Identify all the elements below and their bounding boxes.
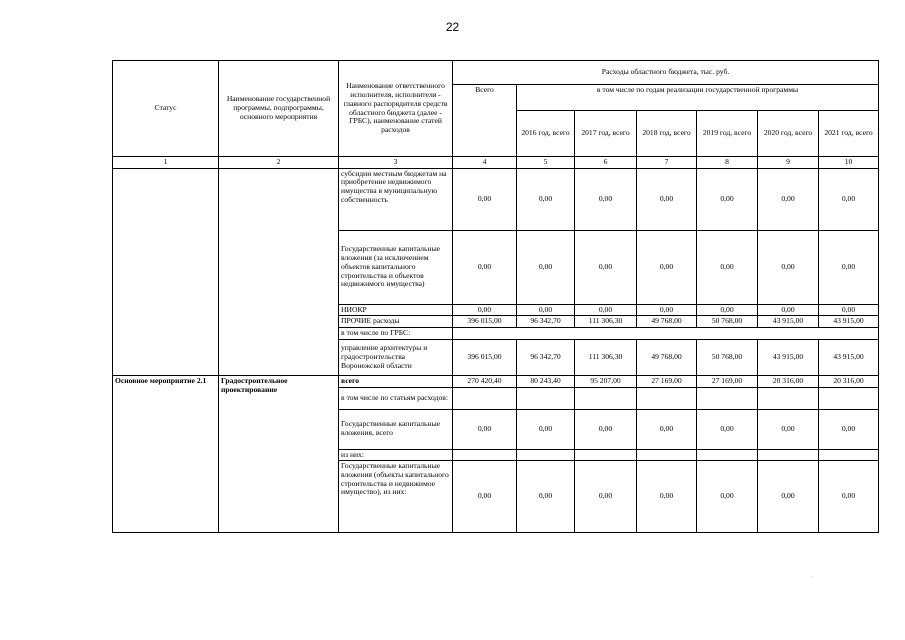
value-2018: 0,00 xyxy=(637,461,697,533)
value-2018: 49 768,00 xyxy=(637,339,697,375)
value-2017: 111 306,30 xyxy=(575,339,637,375)
value-2020: 0,00 xyxy=(758,168,819,230)
scan-dot: · xyxy=(811,574,813,580)
value-2016: 80 243,40 xyxy=(517,375,575,387)
value-2017: 0,00 xyxy=(575,168,637,230)
value-2017: 0,00 xyxy=(575,409,637,449)
expense-label: в том числе по ГРБС: xyxy=(339,328,453,340)
program-name-cell xyxy=(219,168,339,375)
expense-label: в том числе по статьям расходов: xyxy=(339,387,453,409)
program-name-cell: Градостроительное проектирование xyxy=(219,375,339,532)
table-row xyxy=(113,375,879,387)
value-2021: 0,00 xyxy=(819,409,879,449)
empty-value xyxy=(637,387,697,409)
column-number: 5 xyxy=(517,157,575,169)
header-year-2021: 2021 год, всего xyxy=(819,111,879,157)
value-2018: 0,00 xyxy=(637,304,697,316)
value-2018: 27 169,00 xyxy=(637,375,697,387)
value-2021: 0,00 xyxy=(819,304,879,316)
value-2018: 0,00 xyxy=(637,409,697,449)
value-2020: 0,00 xyxy=(758,409,819,449)
budget-table xyxy=(112,60,879,533)
expense-label: всего xyxy=(339,375,453,387)
empty-value xyxy=(819,387,879,409)
empty-value xyxy=(819,449,879,461)
header-program-name: Наименование государственной программы, подпрограммы, основного мероприятия xyxy=(219,61,339,157)
column-number: 10 xyxy=(819,157,879,169)
value-2018: 0,00 xyxy=(637,168,697,230)
empty-value xyxy=(575,387,637,409)
value-2019: 0,00 xyxy=(697,461,758,533)
empty-value xyxy=(697,449,758,461)
expense-label: Государственные капитальные вложения, всего xyxy=(339,409,453,449)
status-cell: Основное мероприятие 2.1 xyxy=(113,375,219,532)
value-2019: 50 768,00 xyxy=(697,316,758,328)
header-year-2019: 2019 год, всего xyxy=(697,111,758,157)
column-number: 2 xyxy=(219,157,339,169)
value-2016: 0,00 xyxy=(517,230,575,304)
header-expenses: Расходы областного бюджета, тыс. руб. xyxy=(453,61,879,85)
page-number: 22 xyxy=(445,20,460,34)
value-2021: 0,00 xyxy=(819,230,879,304)
column-number: 1 xyxy=(113,157,219,169)
value-2020: 0,00 xyxy=(758,230,819,304)
column-number: 4 xyxy=(453,157,517,169)
value-2021: 0,00 xyxy=(819,168,879,230)
header-executor: Наименование ответственного исполнителя, исполнителя - главного распорядителя средств областного бюджета (далее - ГРБС), наименование статей расходов xyxy=(339,61,453,157)
empty-value xyxy=(637,449,697,461)
value-2019: 27 169,00 xyxy=(697,375,758,387)
header-status: Статус xyxy=(113,61,219,157)
expense-label: Государственные капитальные вложения (за исключением объектов капитального строительства и объектов недвижимого имущества) xyxy=(339,230,453,304)
value-total: 0,00 xyxy=(453,409,517,449)
column-number: 3 xyxy=(339,157,453,169)
value-2021: 43 915,00 xyxy=(819,339,879,375)
expense-label: НИОКР xyxy=(339,304,453,316)
value-2019: 0,00 xyxy=(697,230,758,304)
empty-value xyxy=(517,387,575,409)
value-2019: 50 768,00 xyxy=(697,339,758,375)
value-total: 396 015,00 xyxy=(453,339,517,375)
expense-label: ПРОЧИЕ расходы xyxy=(339,316,453,328)
value-2016: 0,00 xyxy=(517,461,575,533)
column-number: 7 xyxy=(637,157,697,169)
header-by-years: в том числе по годам реализации государственной программы xyxy=(517,85,879,111)
table-row xyxy=(113,168,879,230)
header-year-2016: 2016 год, всего xyxy=(517,111,575,157)
status-cell xyxy=(113,168,219,375)
value-total: 0,00 xyxy=(453,168,517,230)
value-2019: 0,00 xyxy=(697,304,758,316)
value-total: 396 015,00 xyxy=(453,316,517,328)
value-2020: 43 915,00 xyxy=(758,339,819,375)
value-2017: 95 207,00 xyxy=(575,375,637,387)
empty-value xyxy=(575,449,637,461)
value-2021: 20 316,00 xyxy=(819,375,879,387)
value-total: 0,00 xyxy=(453,304,517,316)
value-2016: 0,00 xyxy=(517,304,575,316)
value-2016: 96 342,70 xyxy=(517,339,575,375)
value-2017: 0,00 xyxy=(575,230,637,304)
value-2021: 43 915,00 xyxy=(819,316,879,328)
value-2019: 0,00 xyxy=(697,409,758,449)
value-total: 0,00 xyxy=(453,230,517,304)
value-total: 0,00 xyxy=(453,461,517,533)
value-2020: 0,00 xyxy=(758,461,819,533)
expense-label: из них: xyxy=(339,449,453,461)
header-total: Всего xyxy=(453,85,517,157)
header-year-2017: 2017 год, всего xyxy=(575,111,637,157)
value-2020: 43 915,00 xyxy=(758,316,819,328)
value-2016: 96 342,70 xyxy=(517,316,575,328)
value-2016: 0,00 xyxy=(517,409,575,449)
value-2019: 0,00 xyxy=(697,168,758,230)
header-year-2018: 2018 год, всего xyxy=(637,111,697,157)
empty-value xyxy=(453,449,517,461)
column-number: 9 xyxy=(758,157,819,169)
empty-values xyxy=(453,328,879,340)
expense-label: Государственные капитальные вложения (объекты капитального строительства и недвижимое имущество), из них: xyxy=(339,461,453,533)
column-number: 6 xyxy=(575,157,637,169)
expense-label: управление архитектуры и градостроительства Воронежской области xyxy=(339,339,453,375)
header-year-2020: 2020 год, всего xyxy=(758,111,819,157)
expense-label: субсидии местным бюджетам на приобретение недвижимого имущества в муниципальную собственность xyxy=(339,168,453,230)
column-number-row xyxy=(113,157,879,169)
value-2017: 111 306,30 xyxy=(575,316,637,328)
value-2021: 0,00 xyxy=(819,461,879,533)
value-2018: 0,00 xyxy=(637,230,697,304)
value-2017: 0,00 xyxy=(575,304,637,316)
value-2018: 49 768,00 xyxy=(637,316,697,328)
empty-value xyxy=(758,387,819,409)
empty-value xyxy=(758,449,819,461)
empty-value xyxy=(517,449,575,461)
empty-value xyxy=(453,387,517,409)
value-2020: 20 316,00 xyxy=(758,375,819,387)
value-2017: 0,00 xyxy=(575,461,637,533)
value-2020: 0,00 xyxy=(758,304,819,316)
value-total: 270 420,40 xyxy=(453,375,517,387)
empty-value xyxy=(697,387,758,409)
value-2016: 0,00 xyxy=(517,168,575,230)
column-number: 8 xyxy=(697,157,758,169)
